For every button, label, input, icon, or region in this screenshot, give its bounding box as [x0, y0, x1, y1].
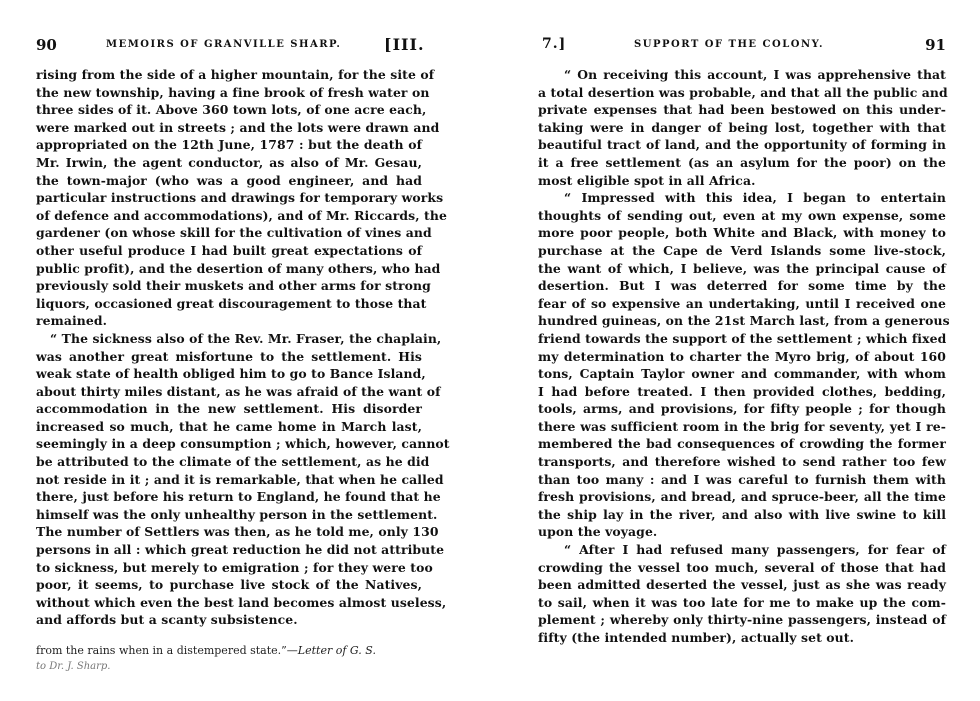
- text-line: hundred guineas, on the 21st March last, from a generous: [538, 313, 950, 329]
- text-line: public profit), and the desertion of many others, who had: [36, 260, 441, 276]
- footnote-line: [36, 643, 422, 659]
- text-line: tools, arms, and provisions, for fifty people ; for though: [538, 401, 946, 417]
- text-line: there, just before his return to England, he found that he: [36, 489, 441, 505]
- text-line: “ Impressed with this idea, I began to entertain: [564, 190, 946, 206]
- text-line: friend towards the support of the settlement ; which fixed: [538, 330, 947, 346]
- text-line: transports, and therefore wished to send rather too few: [538, 454, 946, 470]
- right-page-header: [538, 34, 946, 58]
- text-line: purchase at the Cape de Verd Islands some live-stock,: [538, 242, 946, 258]
- text-line: appropriated on the 12th June, 1787 : but the death of: [36, 137, 422, 153]
- text-line: private expenses that had been bestowed on this under-: [538, 102, 946, 118]
- text-line: “ After I had refused many passengers, for fear of: [564, 542, 946, 558]
- text-line: and affords but a scanty subsistence.: [36, 612, 298, 628]
- running-head: SUPPORT OF THE COLONY.: [634, 39, 824, 50]
- footnote: [36, 643, 422, 675]
- text-line: the new township, having a fine brook of fresh water on: [36, 84, 430, 100]
- running-head: MEMOIRS OF GRANVILLE SHARP.: [106, 39, 342, 50]
- text-line: persons in all : which great reduction he did not attribute: [36, 542, 445, 558]
- text-line: gardener (on whose skill for the cultivation of vines and: [36, 225, 432, 241]
- text-line: other useful produce I had built great expectations of: [36, 242, 422, 258]
- text-line: without which even the best land becomes almost useless,: [36, 594, 447, 610]
- text-line: a total desertion was probable, and that all the public and: [538, 84, 948, 100]
- text-line: desertion. But I was deterred for some time by the: [538, 278, 946, 294]
- text-line: taking were in danger of being lost, together with that: [538, 119, 946, 135]
- text-line: not reside in it ; and it is remarkable, that when he called: [36, 471, 444, 487]
- text-line: was another great misfortune to the settlement. His: [36, 348, 422, 364]
- text-line: be attributed to the climate of the settlement, as he did: [36, 454, 430, 470]
- text-line: rising from the side of a higher mountain, for the site of: [36, 67, 435, 82]
- text-line: Mr. Irwin, the agent conductor, as also of Mr. Gesau,: [36, 154, 422, 170]
- text-line: been admitted deserted the vessel, just as she was ready: [538, 577, 946, 593]
- text-line: “ On receiving this account, I was apprehensive that: [564, 67, 946, 82]
- text-line: fifty (the intended number), actually set out.: [538, 630, 855, 645]
- chapter-marker: 7.]: [542, 36, 567, 52]
- text-line: increased so much, that he came home in March last,: [36, 418, 422, 434]
- footnote-line: [36, 659, 422, 675]
- text-line: beautiful tract of land, and the opportunity of forming in: [538, 137, 946, 153]
- text-line: my determination to charter the Myro brig, of about 160: [538, 348, 946, 364]
- text-line: to sail, when it was too late for me to make up the com-: [538, 594, 946, 610]
- footnote-recipient: to Dr. J. Sharp.: [36, 661, 111, 672]
- text-line: the ship lay in the river, and also with live swine to kill: [538, 506, 946, 522]
- text-line: I had before treated. I then provided clothes, bedding,: [538, 383, 946, 399]
- text-line: poor, it seems, to purchase live stock of the Natives,: [36, 577, 422, 593]
- footnote-signature: Letter of G. S.: [297, 644, 376, 657]
- text-line: three sides of it. Above 360 town lots, of one acre each,: [36, 102, 427, 118]
- text-line: liquors, occasioned great discouragement to those that: [36, 295, 427, 311]
- text-line: tons, Captain Taylor owner and commander, with whom: [538, 366, 946, 382]
- right-page-body: [538, 66, 950, 647]
- left-page-body: [36, 66, 450, 629]
- text-line: particular instructions and drawings for temporary works: [36, 190, 444, 206]
- text-line: membered the bad consequences of crowding the former: [538, 436, 946, 452]
- text-line: fear of so expensive an undertaking, until I received one: [538, 295, 946, 311]
- text-line: more poor people, both White and Black, with money to: [538, 225, 946, 241]
- text-line: most eligible spot in all Africa.: [538, 172, 756, 188]
- text-line: plement ; whereby only thirty-nine passengers, instead of: [538, 612, 946, 628]
- text-line: to sickness, but merely to emigration ; for they were too: [36, 559, 433, 575]
- text-line: the town-major (who was a good engineer, and had: [36, 172, 422, 188]
- text-line: of defence and accommodations), and of Mr. Riccards, the: [36, 207, 447, 223]
- text-line: it a free settlement (as an asylum for the poor) on the: [538, 154, 946, 170]
- text-line: fresh provisions, and bread, and spruce-beer, all the time: [538, 489, 946, 505]
- page-number: 90: [36, 36, 57, 54]
- text-line: himself was the only unhealthy person in the settlement.: [36, 506, 438, 522]
- text-line: upon the voyage.: [538, 524, 658, 540]
- text-line: there was sufficient room in the brig for seventy, yet I re-: [538, 418, 946, 434]
- text-line: The number of Settlers was then, as he told me, only 130: [36, 524, 439, 540]
- text-line: than too many : and I was careful to furnish them with: [538, 471, 946, 487]
- chapter-marker: [III.: [384, 35, 425, 54]
- text-line: remained.: [36, 313, 108, 329]
- text-line: crowding the vessel too much, several of those that had: [538, 559, 946, 575]
- text-line: were marked out in streets ; and the lots were drawn and: [36, 119, 440, 135]
- text-line: thoughts of sending out, even at my own expense, some: [538, 207, 946, 223]
- text-line: the want of which, I believe, was the principal cause of: [538, 260, 946, 276]
- text-line: accommodation in the new settlement. His disorder: [36, 401, 422, 417]
- text-line: about thirty miles distant, as he was afraid of the want of: [36, 383, 441, 399]
- page-number: 91: [925, 36, 946, 54]
- footnote-text: from the rains when in a distempered state.”—: [36, 644, 298, 657]
- left-page-header: [36, 34, 425, 58]
- text-line: weak state of health obliged him to go to Bance Island,: [36, 366, 426, 382]
- text-line: seemingly in a deep consumption ; which, however, cannot: [36, 436, 450, 452]
- text-line: “ The sickness also of the Rev. Mr. Fraser, the chaplain,: [50, 330, 442, 346]
- text-line: previously sold their muskets and other arms for strong: [36, 278, 431, 294]
